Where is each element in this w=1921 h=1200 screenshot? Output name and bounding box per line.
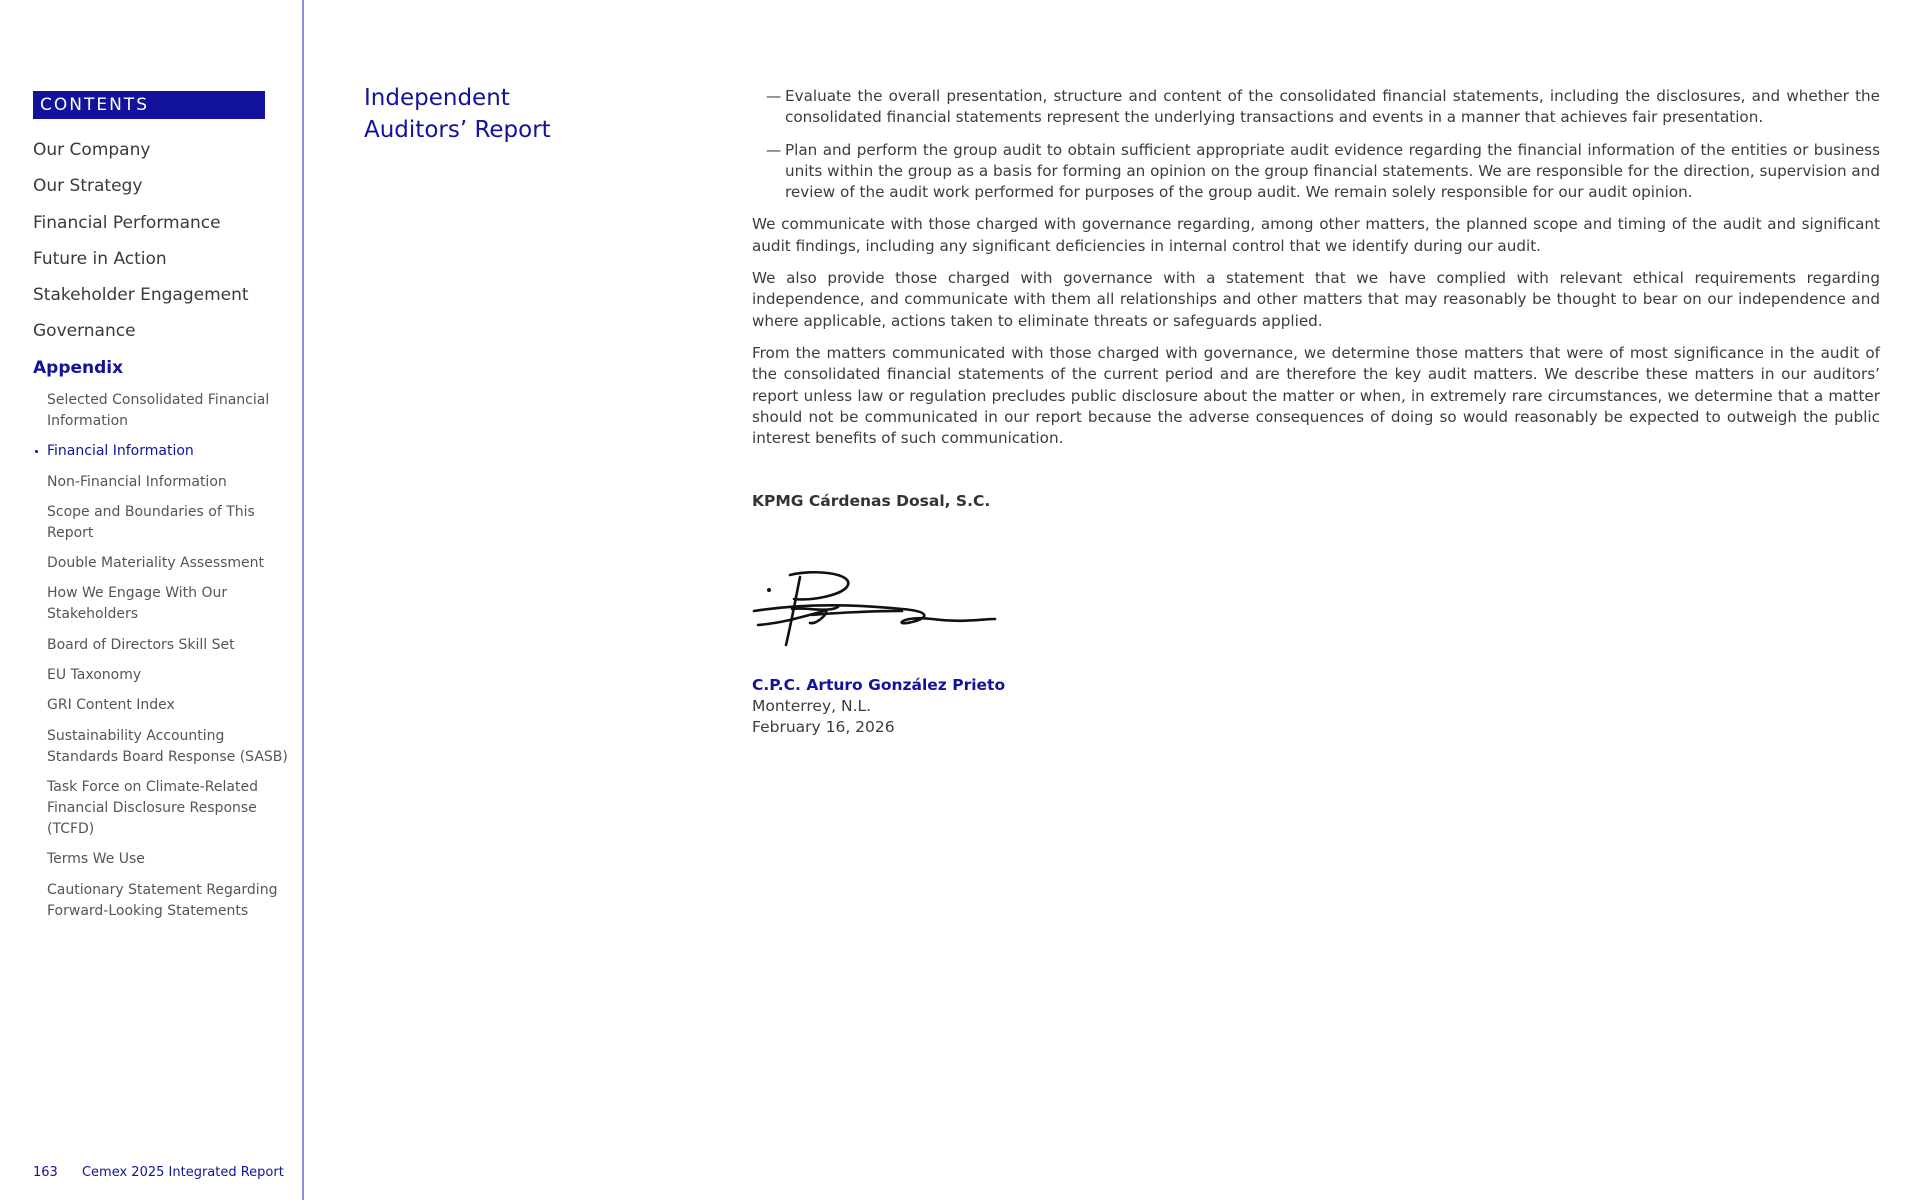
main-nav xyxy=(33,137,249,391)
report-name: Cemex 2025 Integrated Report xyxy=(81,1165,284,1180)
signer-name: C.P.C. Arturo González Prieto xyxy=(752,675,1006,694)
subnav-item-selected-consolidated-financial-information[interactable]: Selected Consolidated Financial Information xyxy=(47,392,270,429)
audit-firm-name: KPMG Cárdenas Dosal, S.C. xyxy=(752,492,991,511)
sidebar xyxy=(0,0,304,1200)
body-paragraph: From the matters communicated with those charged with governance, we determine those matters that were of most significance in the audit of the consolidated financial statements of the current period and are therefore the key audit matters. We describe these matters in our auditors’ report unless law or regulation precludes public disclosure about the matter or when, in extremely rare circumstances, we determine that a matter should not be communicated in our report because the adverse consequences of doing so would reasonably be expected to outweigh the public interest benefits of such communication. xyxy=(752,343,1880,448)
page-title-line-2: Auditors’ Report xyxy=(364,117,551,143)
handwritten-signature xyxy=(752,567,1002,657)
appendix-subnav xyxy=(47,390,292,931)
nav-item-our-strategy[interactable]: Our Strategy xyxy=(33,176,143,197)
subnav-item-financial-information[interactable]: Financial Information xyxy=(47,441,292,462)
nav-item-stakeholder-engagement[interactable]: Stakeholder Engagement xyxy=(33,285,249,306)
subnav-item-how-we-engage[interactable]: How We Engage With Our Stakeholders xyxy=(47,585,228,623)
subnav-item-scope-and-boundaries[interactable]: Scope and Boundaries of This Report xyxy=(47,503,255,541)
bullet-text: Plan and perform the group audit to obtain sufficient appropriate audit evidence regarding the financial information of the entities or business units within the group as a basis for forming an opinion on the group financial statements. We are responsible for the direction, supervision and review of the audit work performed for purposes of the group audit. We remain solely responsible for our audit opinion. xyxy=(785,140,1880,202)
subnav-item-gri-content-index[interactable]: GRI Content Index xyxy=(47,697,175,714)
bullet-item xyxy=(752,86,1880,129)
subnav-item-eu-taxonomy[interactable]: EU Taxonomy xyxy=(47,667,142,684)
page-title-line-1: Independent xyxy=(364,85,510,111)
nav-item-governance[interactable]: Governance xyxy=(33,321,136,342)
bullet-item xyxy=(752,140,1880,204)
signature-image xyxy=(752,567,1002,657)
nav-item-future-in-action[interactable]: Future in Action xyxy=(33,248,167,269)
subnav-item-cautionary-statement[interactable]: Cautionary Statement Regarding Forward-Looking Statements xyxy=(47,881,278,919)
body-paragraph: We communicate with those charged with governance regarding, among other matters, the planned scope and timing of the audit and significant audit findings, including any significant deficiencies in internal control that we identify during our audit. xyxy=(752,215,1880,255)
bullet-text: Evaluate the overall presentation, structure and content of the consolidated financial statements, including the disclosures, and whether the consolidated financial statements represent the underlying transactions and events in a manner that achieves fair presentation. xyxy=(785,87,1880,127)
body-paragraph: We also provide those charged with governance with a statement that we have complied with relevant ethical requirements regarding independence, and communicate with them all relationships and other matters that may reasonably be thought to bear on our independence and where applicable, actions taken to eliminate threats or safeguards applied. xyxy=(752,269,1880,330)
report-body xyxy=(752,86,1880,739)
page-footer xyxy=(33,1165,284,1180)
nav-item-our-company[interactable]: Our Company xyxy=(33,140,151,160)
bullet-dash: — xyxy=(766,87,782,105)
contents-heading: CONTENTS xyxy=(33,91,265,119)
subnav-item-board-skill-set[interactable]: Board of Directors Skill Set xyxy=(47,636,235,653)
subnav-item-tcfd[interactable]: Task Force on Climate-Related Financial Disclosure Response (TCFD) xyxy=(47,778,258,837)
signing-location: Monterrey, N.L. xyxy=(752,697,872,716)
signing-date: February 16, 2026 xyxy=(752,718,895,737)
page-title xyxy=(364,82,624,146)
subnav-item-non-financial-information[interactable]: Non-Financial Information xyxy=(47,473,227,490)
nav-item-financial-performance[interactable]: Financial Performance xyxy=(33,212,221,233)
nav-item-appendix[interactable]: Appendix xyxy=(33,357,124,378)
bullet-dash: — xyxy=(766,140,782,159)
subnav-item-double-materiality-assessment[interactable]: Double Materiality Assessment xyxy=(47,555,265,572)
subnav-item-sasb[interactable]: Sustainability Accounting Standards Board Response (SASB) xyxy=(47,727,288,765)
subnav-item-terms-we-use[interactable]: Terms We Use xyxy=(47,851,145,868)
page-number: 163 xyxy=(33,1165,58,1180)
